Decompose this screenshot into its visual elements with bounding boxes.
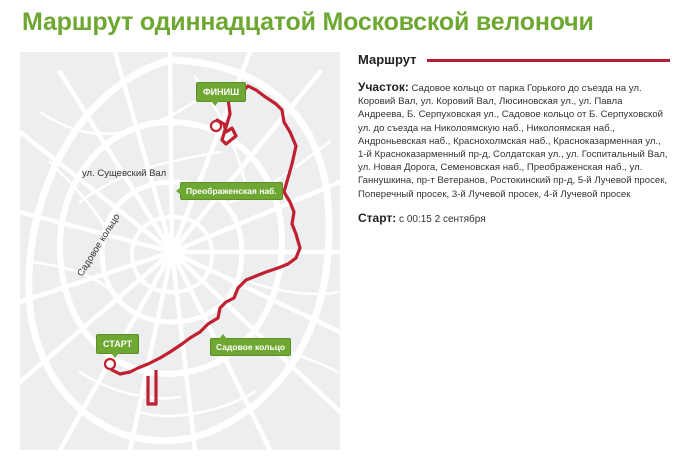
start-info (358, 211, 670, 225)
route-info-panel (358, 52, 670, 225)
section-divider (427, 59, 670, 62)
route-text: Садовое кольцо от парка Горького до съезда на ул. Коровий Вал, ул. Коровий Вал, Люсиновская ул., ул. Павла Андреева, Б. Серпуховская ул., Садовое кольцо от Б. Серпуховской ул. до съезда на Николоямскую наб., Николоямская наб., Андроньевская наб., Краснохолмская наб., Краснoказарменная ул., 1-й Краснoказарменный пр-д, Солдатская ул., ул. Госпитальный Вал, ул. Новая Дорога, Семеновская наб., Преображенская наб., ул. Ганнушкина, пр-т Ветеранов, Ростокинский пр-д, 5-й Лучевой просек, Поперечный просек, 3-й Лучевой просек, 4-й Лучевой просек (358, 83, 668, 200)
section-title: Маршрут (358, 52, 417, 67)
start-label: Старт: (358, 210, 397, 225)
start-marker[interactable]: СТАРТ (96, 334, 139, 354)
street-label-sushchevsky: ул. Сущевский Вал (82, 168, 167, 179)
street-label-sadovoe-ring: Садовое кольцо (75, 211, 123, 279)
page-title: Маршрут одиннадцатой Московской велоночи (22, 8, 594, 36)
section-header (358, 52, 670, 67)
route-description (358, 81, 670, 201)
finish-marker[interactable]: ФИНИШ (196, 82, 246, 102)
marker-preobrazhenskaya[interactable]: Преображенская наб. (180, 182, 283, 200)
start-point-icon (105, 359, 115, 369)
route-map[interactable] (20, 52, 340, 450)
route-label: Участок: (358, 80, 409, 94)
map-canvas (20, 52, 340, 450)
road-network (20, 52, 340, 450)
start-time: с 00:15 2 сентября (399, 213, 486, 225)
finish-point-icon (211, 121, 221, 131)
marker-sadovoe[interactable]: Садовое кольцо (210, 338, 291, 356)
